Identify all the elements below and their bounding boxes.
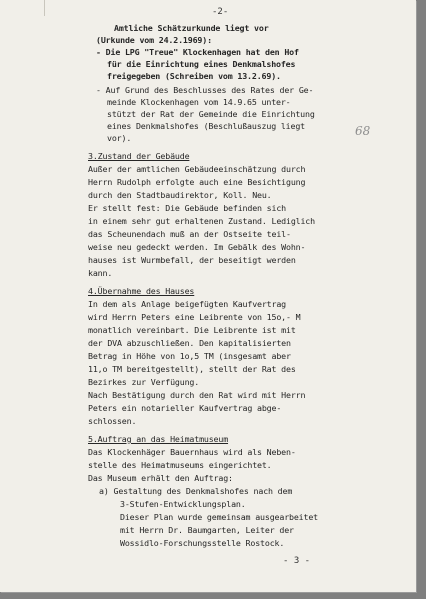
section-heading: 3.Zustand der Gebäude	[88, 151, 190, 161]
line: Amtliche Schätzurkunde liegt vor	[114, 23, 269, 33]
line: monatlich vereinbart. Die Leibrente ist mit	[88, 325, 296, 335]
line: Nach Bestätigung durch den Rat wird mit Herrn	[88, 390, 306, 400]
line: Betrag in Höhe von 1o,5 TM (insgesamt aber	[88, 351, 291, 361]
line: Wossidlo-Forschungsstelle Rostock.	[120, 538, 285, 548]
line: meinde Klockenhagen vom 14.9.65 unter-	[107, 97, 291, 107]
line: (Urkunde vom 24.2.1969):	[96, 35, 212, 45]
line: Herrn Rudolph erfolgte auch eine Besichtigung	[88, 177, 306, 187]
line: der DVA abzuschließen. Den kapitalisierten	[88, 338, 291, 348]
line: In dem als Anlage beigefügten Kaufvertrag	[88, 299, 286, 309]
line: das Scheunendach muß an der Ostseite teil-	[88, 229, 291, 239]
line: 3-Stufen-Entwicklungsplan.	[120, 499, 246, 509]
line: Er stellt fest: Die Gebäude befinden sich	[88, 203, 286, 213]
line: - Die LPG "Treue" Klockenhagen hat den Hof	[96, 47, 299, 57]
line: für die Einrichtung eines Denkmalshofes	[107, 59, 296, 69]
line: kann.	[88, 268, 113, 278]
handwritten-margin-note: 68	[355, 124, 371, 138]
line: 11,o TM bereitgestellt), stellt der Rat des	[88, 364, 296, 374]
page-number-top: -2-	[212, 7, 229, 17]
page-number-bottom: - 3 -	[283, 556, 311, 566]
line: Das Klockenhäger Bauernhaus wird als Neben-	[88, 447, 296, 457]
line: Bezirkes zur Verfügung.	[88, 377, 200, 387]
line: a) Gestaltung des Denkmalshofes nach dem	[99, 486, 293, 496]
line: in einem sehr gut erhaltenen Zustand. Lediglich	[88, 216, 315, 226]
line: Das Museum erhält den Auftrag:	[88, 473, 233, 483]
line: - Auf Grund des Beschlusses des Rates der Ge-	[96, 85, 314, 95]
section-heading: 4.Übernahme des Hauses	[88, 286, 195, 296]
line: durch den Stadtbaudirektor, Koll. Neu.	[88, 190, 272, 200]
line: weise neu gedeckt werden. Im Gebälk des Wohn-	[88, 242, 306, 252]
line: hauses ist Wurmbefall, der beseitigt werden	[88, 255, 296, 265]
line: eines Denkmalshofes (Beschlußauszug liegt	[107, 121, 305, 131]
line: mit Herrn Dr. Baumgarten, Leiter der	[120, 525, 294, 535]
page-fold	[44, 0, 45, 16]
line: wird Herrn Peters eine Leibrente von 15o,- M	[88, 312, 301, 322]
section-heading: 5.Auftrag an das Heimatmuseum	[88, 434, 229, 444]
line: stützt der Rat der Gemeinde die Einrichtung	[107, 109, 315, 119]
line: Peters ein notarieller Kaufvertrag abge-	[88, 403, 282, 413]
line: vor).	[107, 133, 132, 143]
line: schlossen.	[88, 416, 137, 426]
line: stelle des Heimatmuseums eingerichtet.	[88, 460, 272, 470]
line: Dieser Plan wurde gemeinsam ausgearbeitet	[120, 512, 318, 522]
line: freigegeben (Schreiben vom 13.2.69).	[107, 71, 281, 81]
line: Außer der amtlichen Gebäudeeinschätzung durch	[88, 164, 306, 174]
